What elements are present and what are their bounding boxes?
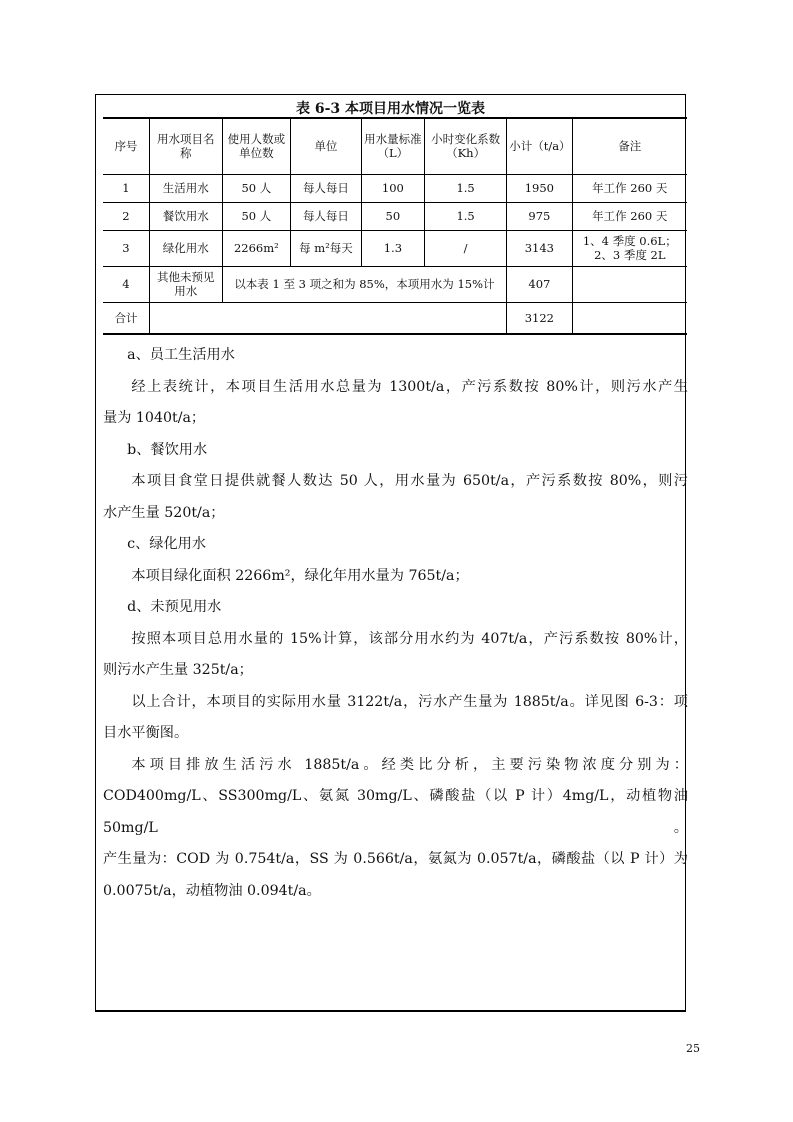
cell-no: 4 <box>103 266 149 302</box>
paragraph-line: 按照本项目总用水量的 15%计算，该部分用水约为 407t/a，产污系数按 80%计， <box>131 630 688 647</box>
cell-standard: 1.3 <box>361 230 424 266</box>
header-cell: 小计（t/a） <box>507 118 572 174</box>
table-row <box>103 230 687 266</box>
section-heading-a: a、员工生活用水 <box>127 347 235 363</box>
cell-note <box>572 266 687 302</box>
cell-total-label: 合计 <box>103 302 149 334</box>
paragraph-line: 水产生量 520t/a； <box>103 504 225 521</box>
paragraph-line: 0.0075t/a，动植物油 0.094t/a。 <box>103 882 321 899</box>
header-cell: 用水量标准（L） <box>361 118 424 174</box>
paragraph-line: 量为 1040t/a； <box>103 410 206 426</box>
cell-unit: 每人每日 <box>291 202 362 230</box>
table-row <box>103 266 687 302</box>
paragraph-line: COD400mg/L、SS300mg/L、氨氮 30mg/L、磷酸盐（以 P 计）4mg/L，动植物油 50mg/L。 <box>103 788 688 836</box>
header-cell: 单位 <box>291 118 362 174</box>
header-cell: 使用人数或单位数 <box>222 118 291 174</box>
section-heading-d: d、未预见用水 <box>127 599 222 615</box>
header-cell: 用水项目名称 <box>149 118 222 174</box>
cell-standard: 100 <box>361 174 424 202</box>
body-text <box>103 340 688 907</box>
cell-no: 2 <box>103 202 149 230</box>
table-total-row <box>103 302 687 334</box>
cell-subtotal: 975 <box>507 202 572 230</box>
cell-subtotal: 3143 <box>507 230 572 266</box>
cell-description: 以本表 1 至 3 项之和为 85%，本项用水为 15%计 <box>222 266 507 302</box>
cell-people: 2266m² <box>222 230 291 266</box>
cell-no: 3 <box>103 230 149 266</box>
cell-name: 其他未预见用水 <box>149 266 222 302</box>
table-title: 表 6-3 本项目用水情况一览表 <box>295 101 486 117</box>
paragraph-line: 本项目排放生活污水 1885t/a。经类比分析，主要污染物浓度分别为： <box>131 756 688 773</box>
cell-empty <box>572 302 687 334</box>
section-heading-b: b、餐饮用水 <box>127 441 208 458</box>
cell-kh: / <box>424 230 506 266</box>
cell-subtotal: 1950 <box>507 174 572 202</box>
cell-unit: 每人每日 <box>291 174 362 202</box>
paragraph-line: 本项目食堂日提供就餐人数达 50 人，用水量为 650t/a，产污系数按 80%，则污 <box>131 473 688 489</box>
cell-note: 年工作 260 天 <box>572 202 687 230</box>
water-usage-table <box>103 117 687 335</box>
paragraph-line: 经上表统计，本项目生活用水总量为 1300t/a，产污系数按 80%计，则污水产生 <box>131 378 688 395</box>
paragraph-line: 以上合计，本项目的实际用水量 3122t/a，污水产生量为 1885t/a。详见图 6-3：项 <box>131 693 688 710</box>
cell-unit: 每 m²每天 <box>291 230 362 266</box>
cell-name: 餐饮用水 <box>149 202 222 230</box>
paragraph-line: 则污水产生量 325t/a； <box>103 662 253 678</box>
cell-name: 绿化用水 <box>149 230 222 266</box>
cell-total-value: 3122 <box>507 302 572 334</box>
cell-kh: 1.5 <box>424 174 506 202</box>
cell-kh: 1.5 <box>424 202 506 230</box>
cell-people: 50 人 <box>222 174 291 202</box>
table-header-row <box>103 118 687 174</box>
cell-name: 生活用水 <box>149 174 222 202</box>
paragraph-line: 产生量为：COD 为 0.754t/a，SS 为 0.566t/a，氨氮为 0.057t/a，磷酸盐（以 P 计）为 <box>103 851 688 867</box>
cell-empty <box>149 302 506 334</box>
cell-no: 1 <box>103 174 149 202</box>
page-number: 25 <box>686 1042 700 1055</box>
cell-note: 1、4 季度 0.6L；2、3 季度 2L <box>572 230 687 266</box>
cell-people: 50 人 <box>222 202 291 230</box>
paragraph-line: 本项目绿化面积 2266m²，绿化年用水量为 765t/a； <box>131 567 469 584</box>
cell-standard: 50 <box>361 202 424 230</box>
cell-note: 年工作 260 天 <box>572 174 687 202</box>
table-row <box>103 202 687 230</box>
header-cell: 序号 <box>103 118 149 174</box>
cell-subtotal: 407 <box>507 266 572 302</box>
header-cell: 小时变化系数（Kh） <box>424 118 506 174</box>
header-cell: 备注 <box>572 118 687 174</box>
section-heading-c: c、绿化用水 <box>127 536 207 552</box>
paragraph-line: 目水平衡图。 <box>103 725 189 741</box>
table-row <box>103 174 687 202</box>
